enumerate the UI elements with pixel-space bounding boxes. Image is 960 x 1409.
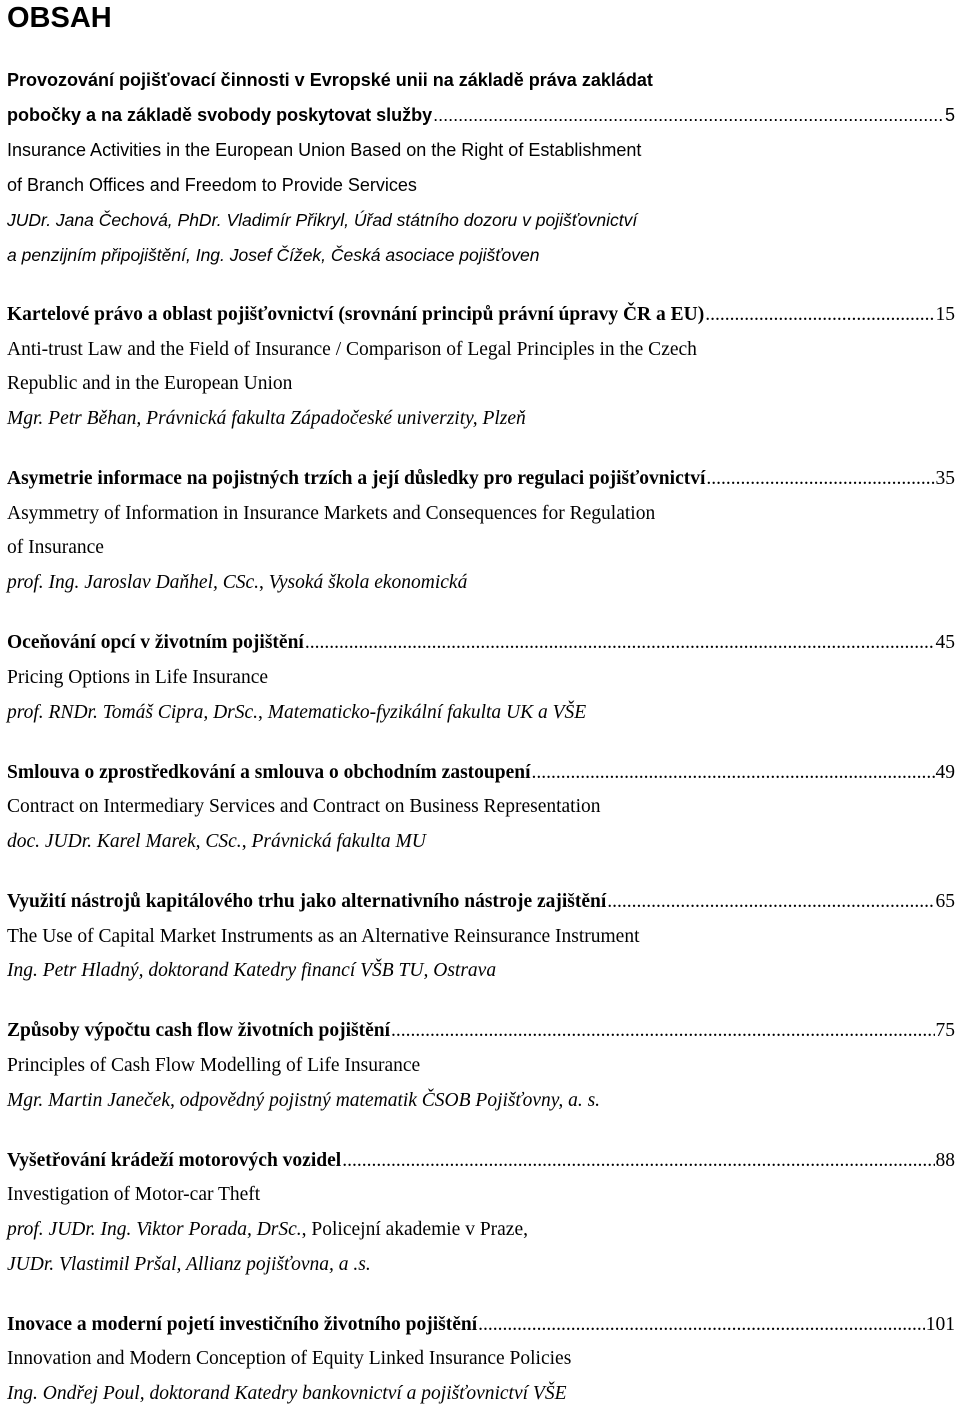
entry-authors: Mgr. Martin Janeček, odpovědný pojistný matematik ČSOB Pojišťovny, a. s. bbox=[7, 1090, 601, 1111]
leader-dots bbox=[705, 303, 934, 327]
author-separator: , bbox=[258, 702, 268, 723]
page-number: 65 bbox=[935, 891, 955, 912]
page-number: 35 bbox=[935, 468, 955, 489]
author-name: doc. JUDr. Karel Marek, CSc. bbox=[7, 831, 242, 852]
entry-title: Asymetrie informace na pojistných trzích a její důsledky pro regulaci pojišťovnictví bbox=[7, 468, 706, 489]
leader-dots bbox=[305, 631, 935, 655]
entry-english-title: Investigation of Motor-car Theft bbox=[7, 1184, 261, 1205]
page-number: 15 bbox=[935, 304, 955, 325]
leader-dots bbox=[607, 890, 934, 914]
entry-authors bbox=[7, 830, 426, 854]
entry-english-title: of Insurance bbox=[7, 537, 104, 558]
entry-title-line: pobočky a na základě svobody poskytovat služby bbox=[7, 105, 433, 125]
leader-dots bbox=[532, 761, 935, 785]
toc-entry-title-row[interactable] bbox=[7, 1313, 955, 1337]
author-affiliation: Policejní akademie v Praze, bbox=[311, 1219, 528, 1240]
toc-entry-title-row[interactable] bbox=[7, 890, 955, 914]
page-number: 88 bbox=[935, 1150, 955, 1171]
entry-title: Využití nástrojů kapitálového trhu jako alternativního nástroje zajištění bbox=[7, 891, 607, 912]
author-separator: , bbox=[259, 572, 269, 593]
page-number: 49 bbox=[935, 762, 955, 783]
entry-authors: a penzijním připojištění, Ing. Josef Čížek, Česká asociace pojišťoven bbox=[7, 245, 540, 265]
leader-dots bbox=[706, 467, 934, 491]
leader-dots bbox=[391, 1019, 934, 1043]
author-name: prof. Ing. Jaroslav Daňhel, CSc. bbox=[7, 572, 260, 593]
entry-authors: Ing. Petr Hladný, doktorand Katedry financí VŠB TU, Ostrava bbox=[7, 960, 497, 981]
entry-title: Vyšetřování krádeží motorových vozidel bbox=[7, 1150, 342, 1171]
entry-english-title: of Branch Offices and Freedom to Provide Services bbox=[7, 175, 417, 195]
entry-title: Kartelové právo a oblast pojišťovnictví (srovnání principů právní úpravy ČR a EU) bbox=[7, 304, 705, 325]
entry-english-title: Pricing Options in Life Insurance bbox=[7, 667, 269, 688]
entry-authors: JUDr. Vlastimil Pršal, Allianz pojišťovna, a .s. bbox=[7, 1254, 371, 1275]
toc-entry-title-row[interactable] bbox=[7, 1149, 955, 1173]
toc-entry-title-row[interactable] bbox=[7, 761, 955, 785]
entry-english-title: Contract on Intermediary Services and Contract on Business Representation bbox=[7, 796, 601, 817]
author-separator: , bbox=[241, 831, 252, 852]
author-affiliation: Právnická fakulta MU bbox=[251, 831, 426, 852]
entry-english-title: Insurance Activities in the European Union Based on the Right of Establishment bbox=[7, 140, 642, 160]
entry-english-title: Asymmetry of Information in Insurance Markets and Consequences for Regulation bbox=[7, 503, 656, 524]
page-number: 5 bbox=[944, 105, 955, 125]
entry-authors bbox=[7, 701, 586, 725]
author-affiliation: Vysoká škola ekonomická bbox=[268, 572, 468, 593]
entry-authors: Mgr. Petr Běhan, Právnická fakulta Západočeské univerzity, Plzeň bbox=[7, 408, 526, 429]
entry-authors: JUDr. Jana Čechová, PhDr. Vladimír Přikryl, Úřad státního dozoru v pojišťovnictví bbox=[7, 210, 638, 230]
page-number: 75 bbox=[935, 1020, 955, 1041]
toc-entry-title-row[interactable] bbox=[7, 303, 955, 327]
entry-title: Oceňování opcí v životním pojištění bbox=[7, 632, 304, 653]
entry-title-line: Provozování pojišťovací činnosti v Evropské unii na základě práva zakládat bbox=[7, 70, 653, 90]
page-title: OBSAH bbox=[7, 2, 112, 34]
entry-english-title: Innovation and Modern Conception of Equity Linked Insurance Policies bbox=[7, 1348, 572, 1369]
entry-english-title: Principles of Cash Flow Modelling of Life Insurance bbox=[7, 1055, 421, 1076]
author-affiliation: Matematicko-fyzikální fakulta UK a VŠE bbox=[267, 702, 587, 723]
entry-title: Způsoby výpočtu cash flow životních pojištění bbox=[7, 1020, 391, 1041]
entry-authors: Ing. Ondřej Poul, doktorand Katedry bankovnictví a pojišťovnictví VŠE bbox=[7, 1383, 567, 1404]
entry-title: Inovace a moderní pojetí investičního životního pojištění bbox=[7, 1314, 478, 1335]
page-number: 45 bbox=[935, 632, 955, 653]
entry-title: Smlouva o zprostředkování a smlouva o obchodním zastoupení bbox=[7, 762, 531, 783]
entry-english-title: The Use of Capital Market Instruments as an Alternative Reinsurance Instrument bbox=[7, 926, 640, 947]
entry-english-title: Anti-trust Law and the Field of Insurance / Comparison of Legal Principles in the Czech bbox=[7, 339, 697, 360]
entry-authors bbox=[7, 1218, 528, 1242]
leader-dots bbox=[433, 103, 944, 127]
toc-entry-title-row[interactable] bbox=[7, 631, 955, 655]
leader-dots bbox=[342, 1149, 934, 1173]
toc-entry-title-row[interactable] bbox=[7, 103, 955, 127]
page-number: 101 bbox=[925, 1314, 955, 1335]
entry-authors bbox=[7, 571, 467, 595]
leader-dots bbox=[478, 1313, 925, 1337]
entry-english-title: Republic and in the European Union bbox=[7, 373, 293, 394]
toc-entry-title-row[interactable] bbox=[7, 467, 955, 491]
author-name: prof. JUDr. Ing. Viktor Porada, DrSc. bbox=[7, 1219, 302, 1240]
author-name: prof. RNDr. Tomáš Cipra, DrSc. bbox=[7, 702, 259, 723]
author-separator: , bbox=[301, 1219, 312, 1240]
toc-entry-title-row[interactable] bbox=[7, 1019, 955, 1043]
